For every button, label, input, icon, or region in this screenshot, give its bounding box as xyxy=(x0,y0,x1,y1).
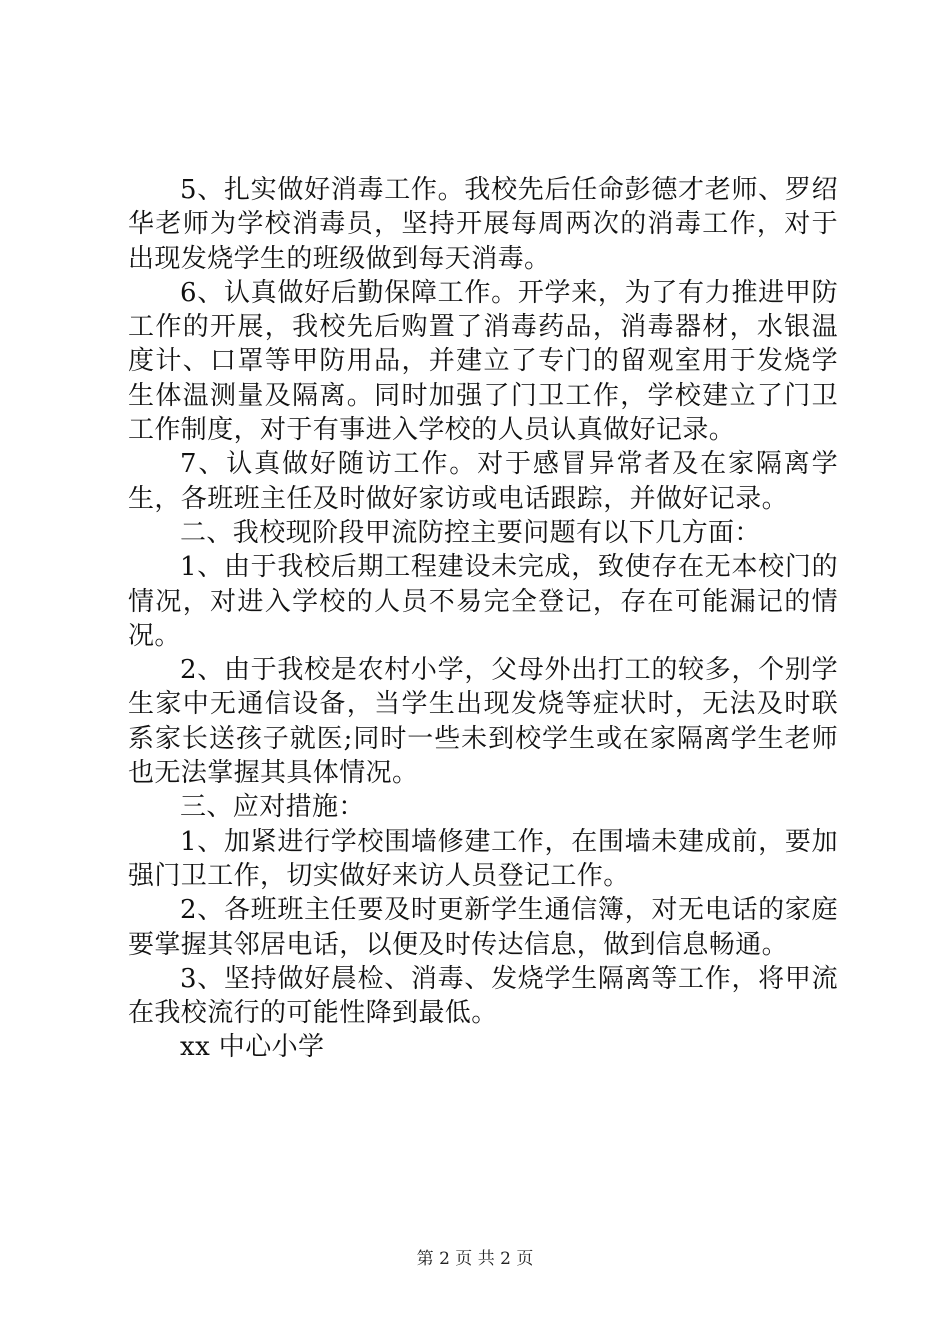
paragraph-problem-gate: 1、由于我校后期工程建设未完成，致使存在无本校门的情况，对进入学校的人员不易完全登记，存在可能漏记的情况。 xyxy=(128,552,838,651)
paragraph-logistics: 6、认真做好后勤保障工作。开学来，为了有力推进甲防工作的开展，我校先后购置了消毒药品，消毒器材，水银温度计、口罩等甲防用品，并建立了专门的留观室用于发烧学生体温测量及隔离。同时加强了门卫工作，学校建立了门卫工作制度，对于有事进入学校的人员认真做好记录。 xyxy=(128,277,838,446)
page-footer: 第 2 页 共 2 页 xyxy=(416,1249,534,1269)
section-heading-problems: 二、我校现阶段甲流防控主要问题有以下几方面： xyxy=(180,517,761,548)
paragraph-measure-wall: 1、加紧进行学校围墙修建工作，在围墙未建成前，要加强门卫工作，切实做好来访人员登记工作。 xyxy=(128,826,838,891)
paragraph-measure-checks: 3、坚持做好晨检、消毒、发烧学生隔离等工作，将甲流在我校流行的可能性降到最低。 xyxy=(128,963,838,1029)
document-body xyxy=(128,173,838,1065)
signature: xx 中心小学 xyxy=(180,1032,325,1063)
paragraph-measure-contacts: 2、各班班主任要及时更新学生通信簿，对无电话的家庭要掌握其邻居电话，以便及时传达信息，做到信息畅通。 xyxy=(128,895,838,960)
paragraph-disinfection: 5、扎实做好消毒工作。我校先后任命彭德才老师、罗绍华老师为学校消毒员，坚持开展每周两次的消毒工作，对于出现发烧学生的班级做到每天消毒。 xyxy=(128,175,838,274)
paragraph-problem-contact: 2、由于我校是农村小学，父母外出打工的较多，个别学生家中无通信设备，当学生出现发烧等症状时，无法及时联系家长送孩子就医;同时一些未到校学生或在家隔离学生老师也无法掌握其具体情况。 xyxy=(128,655,838,789)
section-heading-measures: 三、应对措施： xyxy=(180,792,365,823)
paragraph-follow-up: 7、认真做好随访工作。对于感冒异常者及在家隔离学生，各班班主任及时做好家访或电话跟踪，并做好记录。 xyxy=(128,449,838,514)
